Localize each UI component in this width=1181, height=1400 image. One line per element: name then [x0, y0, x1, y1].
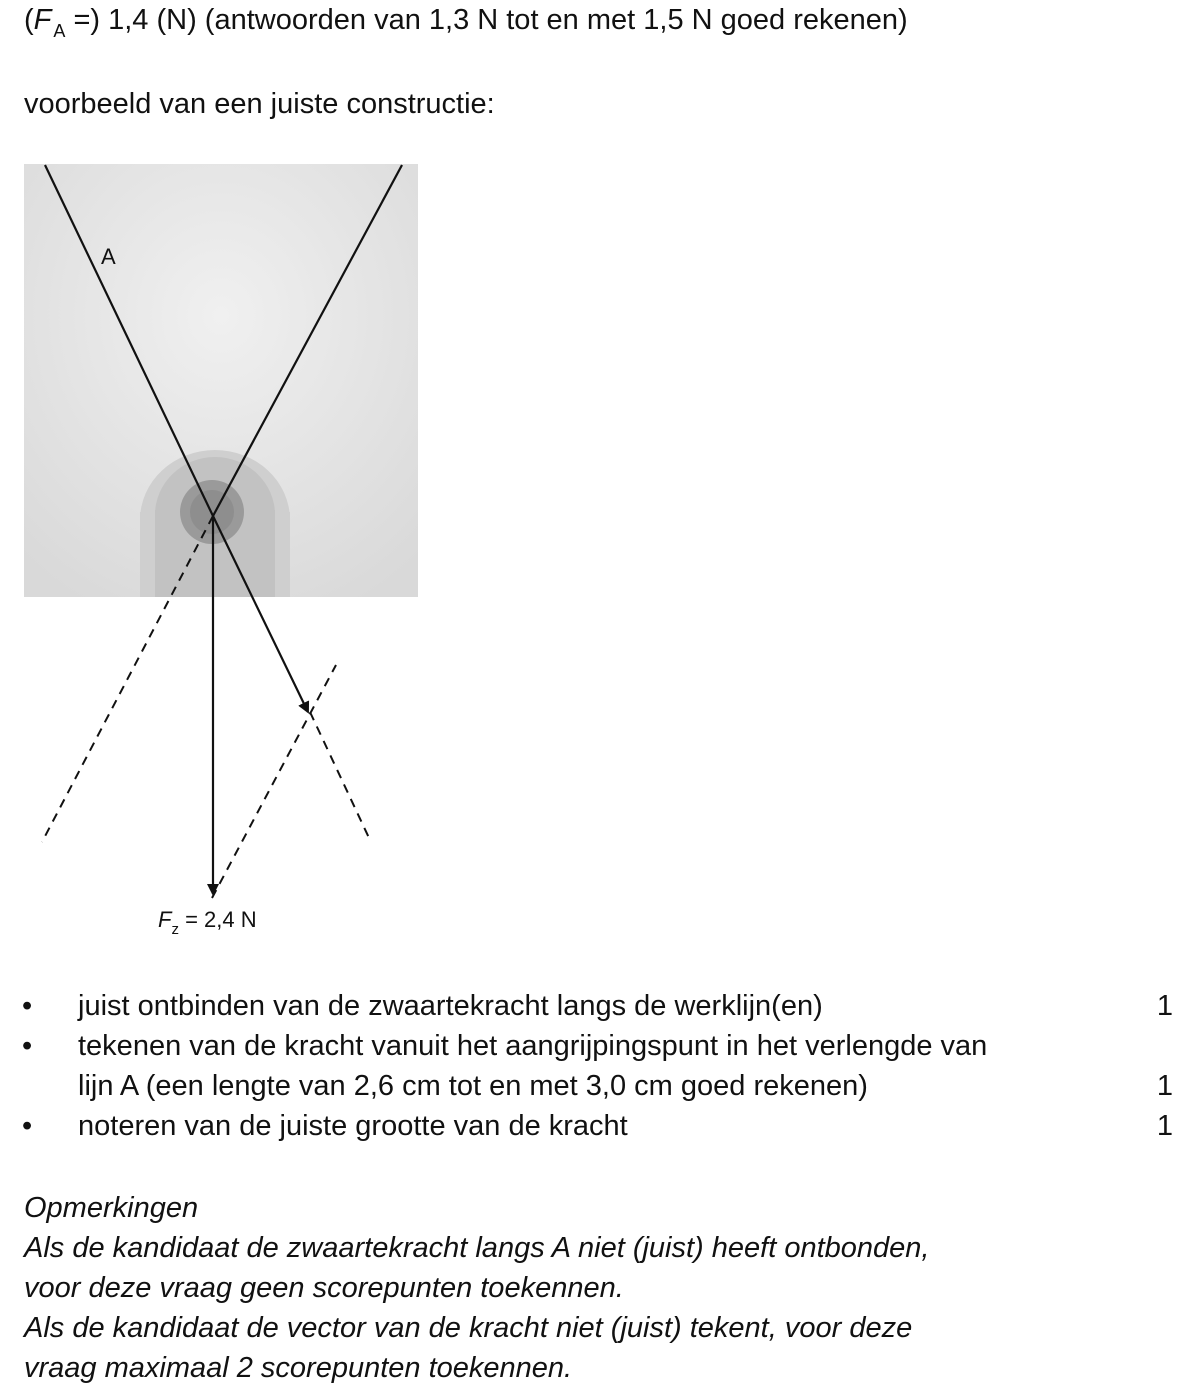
- criterion-text: tekenen van de kracht vanuit het aangrijpingspunt in het verlengde van: [78, 1030, 988, 1062]
- remarks-section: [24, 1188, 929, 1388]
- remark-line: Als de kandidaat de zwaartekracht langs A niet (juist) heeft ontbonden,: [24, 1232, 930, 1264]
- bullet: •: [22, 1110, 33, 1142]
- remark-line: Als de kandidaat de vector van de kracht niet (juist) tekent, voor deze: [24, 1312, 913, 1344]
- object-photo: [140, 450, 290, 597]
- line-a-extension: [310, 712, 370, 840]
- criterion-text: lijn A (een lengte van 2,6 cm tot en met 3,0 cm goed rekenen): [78, 1070, 868, 1102]
- gravity-subscript: z: [171, 921, 179, 938]
- gravity-value: = 2,4 N: [178, 907, 257, 932]
- gravity-symbol: F: [158, 907, 172, 932]
- criteria-list: [0, 986, 1181, 1146]
- criterion-item: [0, 986, 1181, 1026]
- answer-open-paren: (: [24, 4, 34, 36]
- answer-force-subscript: A: [53, 21, 66, 41]
- remarks-heading: Opmerkingen: [24, 1192, 199, 1224]
- criterion-item: [0, 1106, 1181, 1146]
- intro-text: voorbeeld van een juiste constructie:: [24, 88, 495, 120]
- bullet: •: [22, 1030, 33, 1062]
- parallel-construction-line: [212, 665, 336, 898]
- remark-line: voor deze vraag geen scorepunten toekennen.: [24, 1272, 624, 1304]
- answer-line: [24, 0, 908, 51]
- construction-svg: [0, 150, 440, 950]
- bullet: •: [22, 990, 33, 1022]
- gravity-label: [158, 907, 257, 938]
- construction-figure: [0, 150, 440, 950]
- criterion-points: 1: [1156, 1070, 1173, 1102]
- remark-line: vraag maximaal 2 scorepunten toekennen.: [24, 1352, 573, 1384]
- criterion-text: noteren van de juiste grootte van de kracht: [78, 1110, 628, 1142]
- answer-force-symbol: F: [33, 4, 52, 36]
- line-a-label: A: [101, 244, 116, 269]
- criterion-item: [0, 1026, 1181, 1106]
- criterion-points: 1: [1156, 1110, 1173, 1142]
- answer-text: =) 1,4 (N) (antwoorden van 1,3 N tot en met 1,5 N goed rekenen): [65, 4, 908, 36]
- criterion-points: 1: [1156, 990, 1173, 1022]
- criterion-text: juist ontbinden van de zwaartekracht langs de werklijn(en): [78, 990, 823, 1022]
